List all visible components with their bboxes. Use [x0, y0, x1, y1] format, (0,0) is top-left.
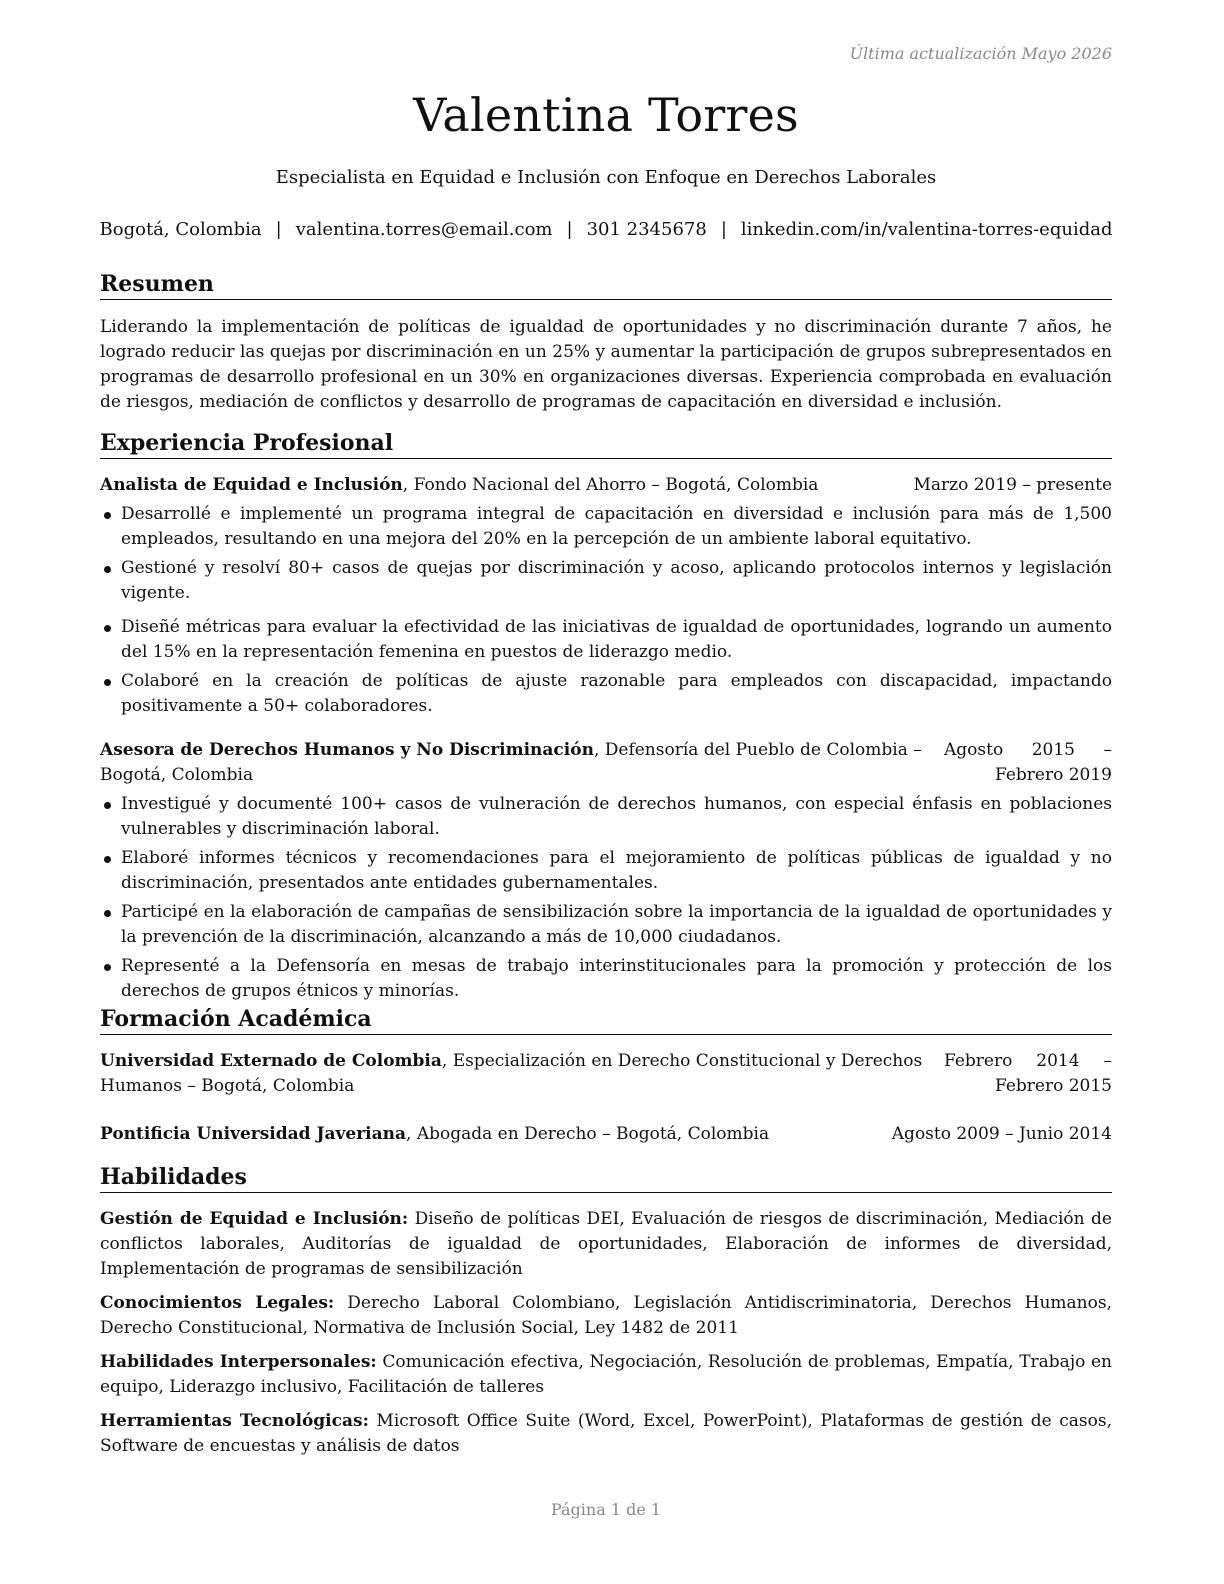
professional-title: Especialista en Equidad e Inclusión con Enfoque en Derechos Laborales	[275, 167, 937, 188]
section-title-summary: Resumen	[100, 270, 1112, 300]
job-dates: Marzo 2019 – presente	[913, 475, 1112, 495]
resume-page	[100, 0, 1112, 1584]
list-item: Diseñé métricas para evaluar la efectividad de las iniciativas de igualdad de oportunidades, logrando un aumento del 15% en la representación femenina en puestos de liderazgo medio.	[100, 615, 1112, 665]
list-item: Colaboré en la creación de políticas de ajuste razonable para empleados con discapacidad, impactando positivamente a 50+ colaboradores.	[100, 669, 1112, 719]
section-title-education: Formación Académica	[100, 1005, 1112, 1035]
job-header	[100, 738, 1112, 788]
page-number: Página 1 de 1	[550, 1500, 662, 1519]
list-item: Gestioné y resolví 80+ casos de quejas por discriminación y acoso, aplicando protocolos internos y legislación vigente.	[100, 556, 1112, 606]
contact-separator: |	[720, 219, 727, 240]
job-role: Asesora de Derechos Humanos y No Discriminación	[100, 740, 594, 760]
skill-group	[100, 1409, 1112, 1459]
contact-phone: 301 2345678	[586, 219, 707, 240]
summary-section	[100, 270, 1112, 415]
contact-separator: |	[566, 219, 573, 240]
skill-group	[100, 1291, 1112, 1341]
skill-group-label: Habilidades Interpersonales:	[100, 1352, 377, 1372]
job-bullets	[100, 502, 1112, 719]
degree-detail: , Especialización en Derecho Constitucional y Derechos Humanos – Bogotá, Colombia	[100, 1051, 923, 1096]
job-organization: , Fondo Nacional del Ahorro – Bogotá, Colombia	[402, 475, 819, 495]
school-name: Universidad Externado de Colombia	[100, 1051, 442, 1071]
job-organization: , Defensoría del Pueblo de Colombia – Bogotá, Colombia	[100, 740, 922, 785]
candidate-name: Valentina Torres	[413, 88, 799, 142]
job-dates: Agosto 2015 – Febrero 2019	[944, 740, 1112, 785]
list-item: Elaboré informes técnicos y recomendaciones para el mejoramiento de políticas públicas de igualdad y no discriminación, presentados ante entidades gubernamentales.	[100, 846, 1112, 896]
last-updated-note: Última actualización Mayo 2026	[849, 44, 1112, 63]
job-entry	[100, 473, 1112, 719]
contact-separator: |	[275, 219, 282, 240]
experience-section	[100, 429, 1112, 1008]
list-item: Investigué y documenté 100+ casos de vulneración de derechos humanos, con especial énfasis en poblaciones vulnerables y discriminación laboral.	[100, 792, 1112, 842]
contact-email[interactable]: valentina.torres@email.com	[295, 219, 553, 240]
skill-group	[100, 1350, 1112, 1400]
skill-group-text: Derecho Laboral Colombiano, Legislación Antidiscriminatoria, Derechos Humanos, Derecho Constitucional, Normativa de Inclusión Social, Ley 1482 de 2011	[100, 1293, 1112, 1338]
skill-group-label: Gestión de Equidad e Inclusión:	[100, 1209, 409, 1229]
job-role: Analista de Equidad e Inclusión	[100, 475, 403, 495]
skill-group-label: Herramientas Tecnológicas:	[100, 1411, 369, 1431]
skill-group-label: Conocimientos Legales:	[100, 1293, 335, 1313]
skill-group-text: Comunicación efectiva, Negociación, Resolución de problemas, Empatía, Trabajo en equipo, Liderazgo inclusivo, Facilitación de talleres	[100, 1352, 1113, 1397]
list-item: Participé en la elaboración de campañas de sensibilización sobre la importancia de la igualdad de oportunidades y la prevención de la discriminación, alcanzando a más de 10,000 ciudadanos.	[100, 900, 1112, 950]
job-header	[100, 473, 1112, 498]
job-bullets	[100, 792, 1112, 1004]
summary-text: Liderando la implementación de políticas de igualdad de oportunidades y no discriminación durante 7 años, he logrado reducir las quejas por discriminación en un 25% y aumentar la participación de grupos subrepresentados en programas de desarrollo profesional en un 30% en organizaciones diversas. Experiencia comprobada en evaluación de riesgos, mediación de conflictos y desarrollo de programas de capacitación en diversidad e inclusión.	[100, 317, 1112, 412]
education-section	[100, 1005, 1112, 1147]
list-item: Representé a la Defensoría en mesas de trabajo interinstitucionales para la promoción y protección de los derechos de grupos étnicos y minorías.	[100, 954, 1112, 1004]
contact-linkedin[interactable]: linkedin.com/in/valentina-torres-equidad	[740, 219, 1113, 240]
degree-detail: , Abogada en Derecho – Bogotá, Colombia	[406, 1124, 770, 1144]
skills-section	[100, 1163, 1112, 1459]
section-title-skills: Habilidades	[100, 1163, 1112, 1193]
school-name: Pontificia Universidad Javeriana	[100, 1124, 407, 1144]
education-dates: Agosto 2009 – Junio 2014	[891, 1124, 1112, 1144]
contact-location: Bogotá, Colombia	[99, 219, 262, 240]
job-entry	[100, 738, 1112, 1004]
education-entry	[100, 1122, 1112, 1147]
skill-group-text: Microsoft Office Suite (Word, Excel, PowerPoint), Plataformas de gestión de casos, Software de encuestas y análisis de datos	[100, 1411, 1112, 1456]
education-entry	[100, 1049, 1112, 1099]
section-title-experience: Experiencia Profesional	[100, 429, 1112, 459]
skill-group	[100, 1207, 1112, 1282]
skill-group-text: Diseño de políticas DEI, Evaluación de riesgos de discriminación, Mediación de conflictos laborales, Auditorías de igualdad de oportunidades, Elaboración de informes de diversidad, Implementación de programas de sensibilización	[100, 1209, 1112, 1279]
contact-line	[90, 219, 1122, 240]
list-item: Desarrollé e implementé un programa integral de capacitación en diversidad e inclusión para más de 1,500 empleados, resultando en una mejora del 20% en la percepción de un ambiente laboral equitativo.	[100, 502, 1112, 552]
education-dates: Febrero 2014 – Febrero 2015	[944, 1051, 1112, 1096]
